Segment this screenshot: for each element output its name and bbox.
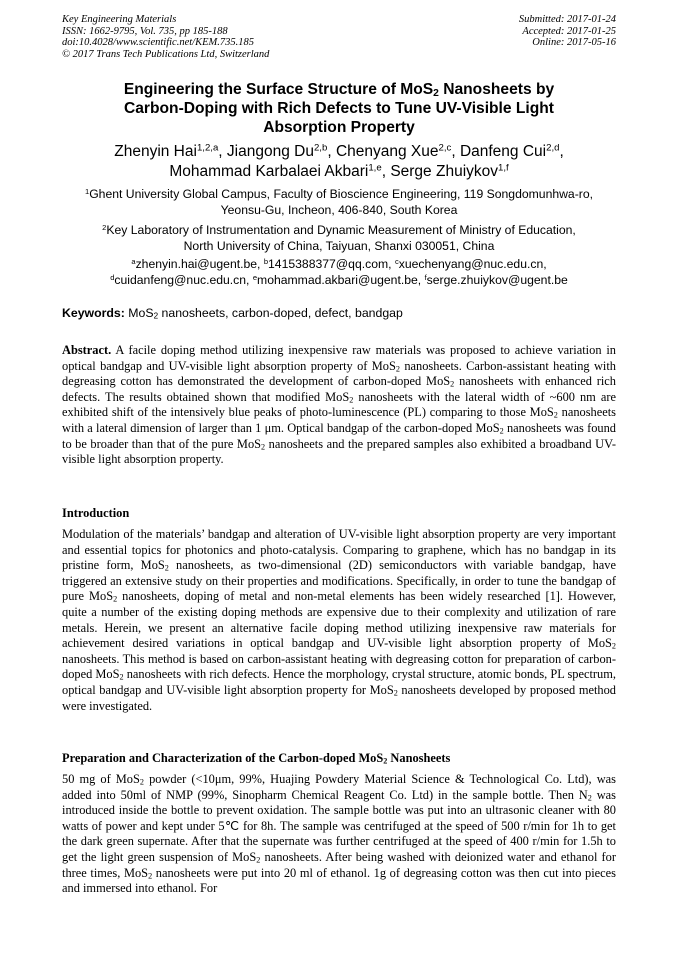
submitted-date: Submitted: 2017-01-24 <box>518 14 616 25</box>
journal-doi: doi:10.4028/www.scientific.net/KEM.735.185 <box>62 37 254 49</box>
journal-copyright: © 2017 Trans Tech Publications Ltd, Switzerland <box>62 48 270 60</box>
author: Jiangong Du$^{2,b}$, <box>226 142 336 160</box>
section-heading-introduction: Introduction <box>62 506 130 520</box>
author: Serge Zhuiykov$^{1,f}$ <box>390 162 509 180</box>
preparation-paragraph: 50 mg of MoS$_2$ powder (<10μm, 99%, Huajing Powdery Material Science & Technological Co. Ltd), was added into 50ml of NMP (99%, Sinopharm Chemical Reagent Co. Ltd) in the sample bottle. Then $N_2$ was introduced inside the bottle to prevent oxidation. The sample bottle was put into an ultrasonic cleaner with 80 watts of power and kept under 5℃ for 8h. The sample was centrifuged at the speed of 500 r/min for 1h to get the dark green supernate. After that the supernate was further centrifuged at the speed of 400 r/min for 1.5h to get the light green suspension of MoS$_2$ nanosheets. After being washed with deionized water and ethanol for three times, MoS$_2$ nanosheets were put into 20 ml of ethanol. 1g of degreasing cotton was then cut into pieces and immersed into ethanol. For <box>62 772 617 896</box>
online-date: Online: 2017-05-16 <box>532 37 616 49</box>
affiliation-2: $^2$Key Laboratory of Instrumentation and Dynamic Measurement of Ministry of Education, North University of China, Taiyuan, Shanxi 030051, China <box>102 222 576 253</box>
publication-dates <box>519 14 616 49</box>
keywords: Keywords: MoS$_2$ nanosheets, carbon-doped, defect, bandgap <box>62 306 403 321</box>
author-list <box>62 142 616 182</box>
affiliation-1: $^1$Ghent University Global Campus, Faculty of Bioscience Engineering, 119 Songdomunhwa-ro, Yeonsu-Gu, Incheon, 406-840, South Korea <box>85 186 593 217</box>
accepted-date: Accepted: 2017-01-25 <box>522 25 616 37</box>
author-emails: $^a$zhenyin.hai@ugent.be, $^b$1415388377@qq.com, $^c$xuechenyang@nuc.edu.cn, $^d$cuidanfeng@nuc.edu.cn, $^e$mohammad.akbari@ugent.be, $^f$serge.zhuiykov@ugent.be <box>110 256 568 287</box>
journal-name: Key Engineering Materials <box>62 14 177 25</box>
author: Danfeng Cui$^{2,d}$, <box>459 142 564 160</box>
section-heading-preparation: Preparation and Characterization of the Carbon-doped MoS$_2$ Nanosheets <box>62 751 451 766</box>
journal-issn: ISSN: 1662-9795, Vol. 735, pp 185-188 <box>62 25 228 37</box>
author: Chenyang Xue$^{2,c}$, <box>335 142 460 160</box>
introduction-paragraph: Modulation of the materials’ bandgap and alteration of UV-visible light absorption property are very important and essential topics for photonics and photo-catalysis. Comparing to graphene, which has no bandgap in its pristine form, MoS$_2$ nanosheets, as two-dimensional (2D) semiconductors with variable bandgap, have triggered an extensive study on their properties and modifications. Specifically, in order to tune the bandgap of pure MoS$_2$ nanosheets, doping of metal and non-metal elements has been widely researched [1]. However, quite a number of the existing doping methods are expensive due to their complexity and utilization of rare metals. Herein, we present an alternative facile doping method utilizing inexpensive raw materials for achievement desired variations in optical bandgap and UV-visible light absorption property of MoS$_2$ nanosheets. This method is based on carbon-assistant heating with degreasing cotton for preparation of carbon-doped MoS$_2$ nanosheets with rich defects. Hence the morphology, crystal structure, atomic bonds, PL spectrum, optical bandgap and UV-visible light absorption property for MoS$_2$ nanosheets developed by proposed method were investigated. <box>62 527 617 713</box>
journal-info <box>62 14 269 60</box>
author: Mohammad Karbalaei Akbari$^{1,e}$, <box>169 162 391 180</box>
author: Zhenyin Hai$^{1,2,a}$, <box>114 142 227 160</box>
paper-title: Engineering the Surface Structure of MoS$_2$ Nanosheets by Carbon-Doping with Rich Defects to Tune UV-Visible Light Absorption Property <box>123 81 555 136</box>
abstract: Abstract. A facile doping method utilizing inexpensive raw materials was proposed to achieve variation in optical bandgap and UV-visible light absorption property of MoS$_2$ nanosheets. Carbon-assistant heating with degreasing cotton has demonstrated the development of carbon-doped MoS$_2$ nanosheets with enhanced rich defects. The results obtained shown that modified MoS$_2$ nanosheets with the lateral width of ~600 nm are exhibited shift of the intensively blue peaks of photo-luminescence (PL) comparing to those MoS$_2$ nanosheets with a lateral dimension of larger than 1 μm. Optical bandgap of the carbon-doped MoS$_2$ nanosheets was found to be broader than that of the pure MoS$_2$ nanosheets and the prepared samples also exhibited a broadband UV-visible light absorption property. <box>62 343 617 467</box>
